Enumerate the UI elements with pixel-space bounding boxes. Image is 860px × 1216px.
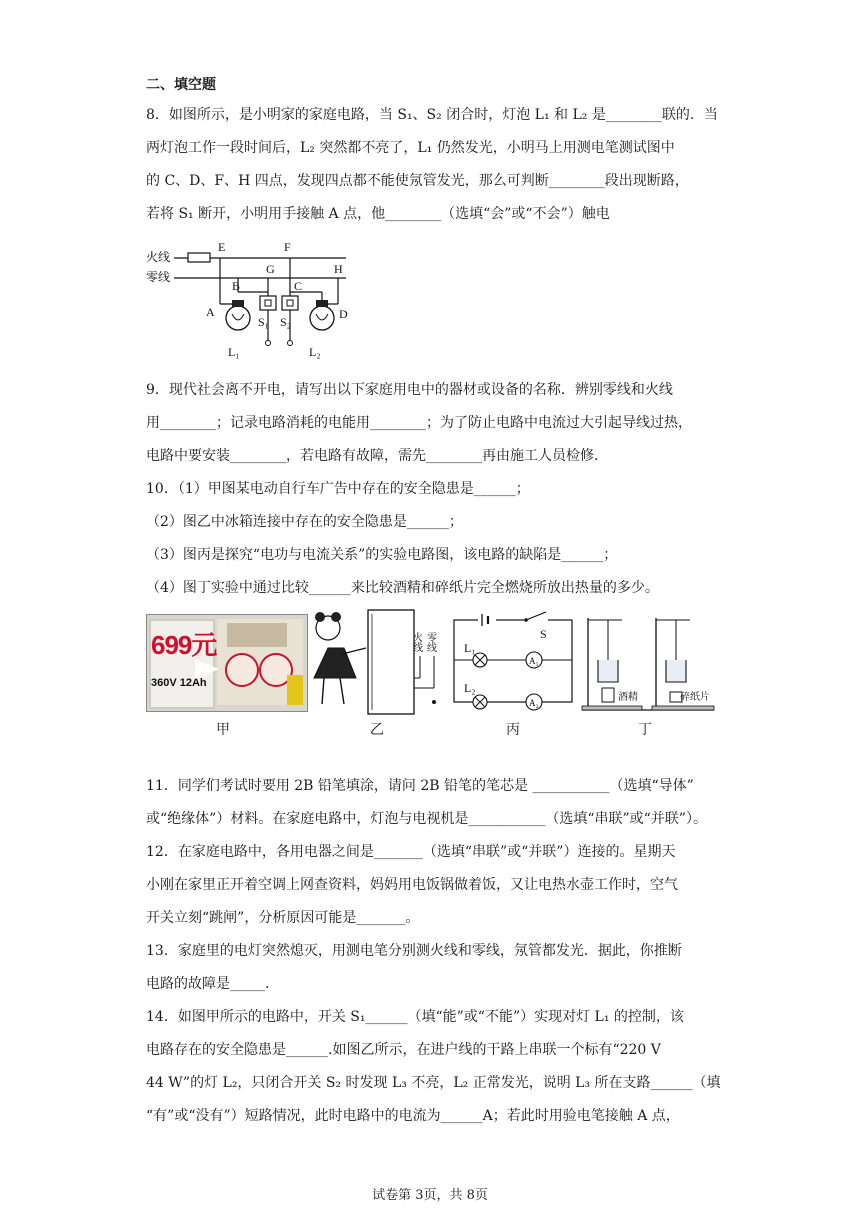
- point-C: C: [294, 279, 303, 293]
- point-G: G: [266, 262, 275, 276]
- question-12-line: 小刚在家里正开着空调上网查资料，妈妈用电饭锅做着饭，又让电热水壶工作时，空气: [146, 877, 678, 893]
- switch-S1-label: S₁: [258, 315, 269, 329]
- question-12-line: 12．在家庭电路中，各用电器之间是_______（选填“串联”或“并联”）连接的。星期天: [146, 844, 676, 860]
- lamp-L2-bing-label: L₂: [464, 681, 476, 695]
- figure-bing-caption: 丙: [506, 722, 520, 738]
- question-12-line: 开关立刻“跳闸”，分析原因可能是_______。: [146, 910, 420, 926]
- question-13-line: 13．家庭里的电灯突然熄灭，用测电笔分别测火线和零线，氖管都发光．据此，你推断: [146, 943, 682, 959]
- alcohol-label: 酒精: [618, 692, 638, 703]
- figure-jia-caption: 甲: [216, 722, 230, 738]
- question-11-line: 11．同学们考试时要用 2B 铅笔填涂，请问 2B 铅笔的笔芯是 ___________（选填“导体”: [146, 778, 694, 794]
- question-10-line: （4）图丁实验中通过比较______来比较酒精和碎纸片完全燃烧所放出热量的多少。: [146, 580, 659, 596]
- question-9-line: 电路中要安装________，若电路有故障，需先________再由施工人员检修．: [146, 448, 608, 464]
- lamp-L1: [226, 306, 250, 330]
- question-14-line: 电路存在的安全隐患是______.如图乙所示，在进户线的干路上串联一个标有“220 V: [146, 1042, 661, 1058]
- question-14-line: “有”或“没有”）短路情况，此时电路中的电流为______A；若此时用验电笔接触 A 点，: [146, 1108, 680, 1124]
- lamp-L2: [310, 306, 334, 330]
- question-10-line: （3）图丙是探究“电功与电流关系”的实验电路图，该电路的缺陷是______；: [146, 547, 618, 563]
- question-8-line: 的 C、D、F、H 四点，发现四点都不能使氖管发光，那么可判断________段出现断路，: [146, 173, 689, 189]
- section-title: 二、填空题: [146, 77, 216, 93]
- lamp-L1-socket: [232, 300, 244, 307]
- beaker-2: [666, 660, 686, 682]
- question-9-line: 用________；记录电路消耗的电能用________；为了防止电路中电流过大引起导线过热，: [146, 415, 692, 431]
- figure-ding-caption: 丁: [638, 722, 652, 738]
- question-8: [146, 99, 716, 231]
- ammeter-A1-label: A₁: [529, 656, 539, 666]
- page-footer: 试卷第 3页，共 8页: [372, 1188, 488, 1203]
- lamp-L1-bing-label: L₁: [464, 641, 476, 655]
- alcohol-lamp: [602, 688, 614, 702]
- live-wire-label: 火线: [146, 250, 171, 264]
- beaker-1: [598, 660, 618, 682]
- question-9-line: 9．现代社会离不开电，请写出以下家庭用电中的器材或设备的名称．辨别零线和火线: [146, 382, 673, 398]
- ammeter-A2-label: A₂: [529, 698, 539, 708]
- figure-jia-ad-photo: [146, 614, 308, 712]
- question-10-line: 10．（1）甲图某电动自行车广告中存在的安全隐患是______；: [146, 481, 530, 497]
- question-8-line: 两灯泡工作一段时间后，L₂ 突然都不亮了，L₁ 仍然发光，小明马上用测电笔测试图中: [146, 140, 675, 156]
- question-14-line: 14．如图甲所示的电路中，开关 S₁______（填“能”或“不能”）实现对灯 L₁ 的控制，该: [146, 1009, 684, 1025]
- lamp-L2-socket: [316, 300, 328, 307]
- question-12: [146, 836, 716, 935]
- fuse-box: [188, 253, 210, 262]
- fridge-body: [368, 610, 414, 714]
- point-B: B: [232, 279, 241, 293]
- fridge-live-label: 火线: [410, 632, 422, 652]
- point-E: E: [218, 240, 226, 254]
- question-13: [146, 935, 716, 1001]
- paper-label: 碎纸片: [680, 692, 710, 703]
- question-14-line: 44 W”的灯 L₂，只闭合开关 S₂ 时发现 L₃ 不亮，L₂ 正常发光，说明 L₃ 所在支路______（填: [146, 1075, 721, 1091]
- household-circuit-figure: [146, 236, 368, 364]
- figure-ding-burners: [580, 610, 716, 716]
- question-11: [146, 770, 716, 836]
- question-11-line: 或“绝缘体”）材料。在家庭电路中，灯泡与电视机是___________（选填“串联”或“并联”）。: [146, 811, 707, 827]
- switch-S-label: S: [540, 627, 547, 641]
- ad-battery-spec: 360V 12Ah: [151, 677, 207, 689]
- lamp-L1-label: L₁: [228, 345, 240, 359]
- question-8-line: 8．如图所示，是小明家的家庭电路，当 S₁、S₂ 闭合时，灯泡 L₁ 和 L₂ 是________联的．当: [146, 107, 718, 123]
- point-D: D: [339, 307, 348, 321]
- question-8-line: 若将 S₁ 断开，小明用手接触 A 点，他________（选填“会”或“不会”）触电: [146, 206, 610, 222]
- question-9: [146, 374, 716, 473]
- question-14: [146, 1001, 721, 1133]
- point-F: F: [284, 240, 291, 254]
- neutral-wire-label: 零线: [146, 270, 171, 284]
- lamp-L2-label: L₂: [309, 345, 321, 359]
- question-10: [146, 473, 716, 605]
- question-13-line: 电路的故障是_____．: [146, 976, 279, 992]
- point-H: H: [334, 262, 343, 276]
- figure-yi-caption: 乙: [370, 722, 384, 738]
- point-A: A: [206, 305, 215, 319]
- question-10-line: （2）图乙中冰箱连接中存在的安全隐患是______；: [146, 514, 463, 530]
- figure-yi-fridge: [308, 608, 444, 716]
- switch-S2-label: S₂: [280, 315, 291, 329]
- fridge-neutral-label: 零线: [424, 632, 436, 652]
- ad-price: 699元: [151, 630, 217, 660]
- figure-bing-circuit: [446, 610, 578, 716]
